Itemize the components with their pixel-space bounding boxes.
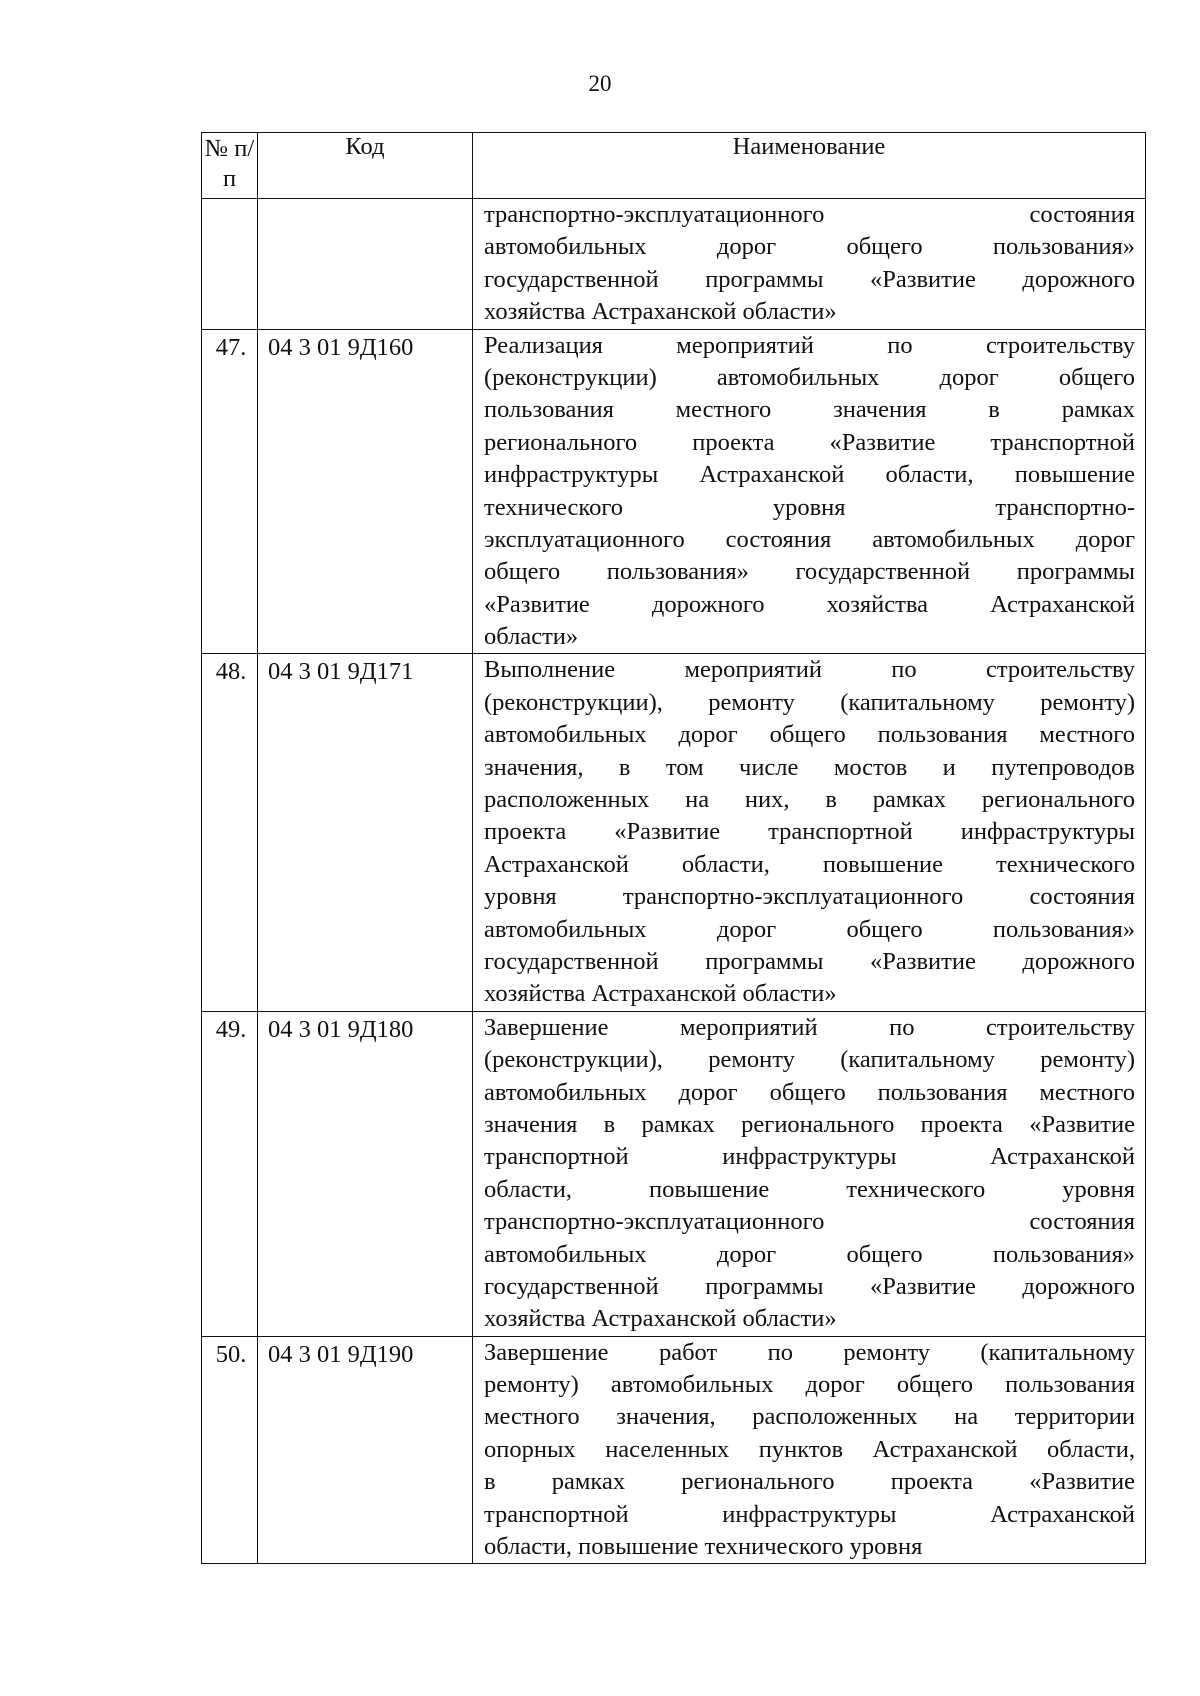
row-name: [473, 199, 1146, 330]
name-line: Астраханской области, повышение технического: [484, 850, 1135, 878]
name-line: хозяйства Астраханской области»: [484, 980, 837, 1008]
row-name: [473, 329, 1146, 654]
name-line: Завершение работ по ремонту (капитальному: [484, 1338, 1135, 1366]
name-line: государственной программы «Развитие дорожного: [484, 947, 1135, 975]
name-line: государственной программы «Развитие дорожного: [484, 265, 1135, 293]
name-line: местного значения, расположенных на территории: [484, 1403, 1135, 1431]
name-line: области, повышение технического уровня: [484, 1533, 923, 1561]
name-line: «Развитие дорожного хозяйства Астраханской: [484, 590, 1135, 618]
name-line: уровня транспортно-эксплуатационного состояния: [484, 883, 1135, 911]
name-line: технического уровня транспортно-: [484, 493, 1135, 521]
name-line: пользования местного значения в рамках: [484, 396, 1135, 424]
page-number: 20: [588, 71, 612, 96]
row-code: [258, 199, 473, 330]
name-line: транспортной инфраструктуры Астраханской: [484, 1143, 1135, 1171]
name-line: эксплуатационного состояния автомобильных дорог: [484, 525, 1135, 553]
name-line: опорных населенных пунктов Астраханской области,: [484, 1435, 1135, 1463]
table-header-row: [202, 133, 1146, 199]
header-num: № п/п: [202, 133, 258, 199]
row-name: [473, 1011, 1146, 1336]
name-line: автомобильных дорог общего пользования местного: [484, 1078, 1135, 1106]
name-line: (реконструкции), ремонту (капитальному ремонту): [484, 688, 1135, 716]
row-number: 50.: [202, 1336, 258, 1564]
name-line: государственной программы «Развитие дорожного: [484, 1272, 1135, 1300]
row-number: 47.: [202, 329, 258, 654]
name-line: в рамках регионального проекта «Развитие: [484, 1468, 1135, 1496]
name-line: (реконструкции) автомобильных дорог общего: [484, 363, 1135, 391]
row-code: 04 3 01 9Д190: [258, 1336, 473, 1564]
name-line: значения в рамках регионального проекта «Развитие: [484, 1110, 1135, 1138]
name-line: хозяйства Астраханской области»: [484, 1305, 837, 1333]
table-row: [202, 654, 1146, 1011]
header-name: Наименование: [473, 133, 1146, 199]
table-row: [202, 1011, 1146, 1336]
header-code: Код: [258, 133, 473, 199]
name-line: хозяйства Астраханской области»: [484, 298, 837, 326]
row-number: 49.: [202, 1011, 258, 1336]
name-line: регионального проекта «Развитие транспортной: [484, 428, 1135, 456]
name-line: транспортно-эксплуатационного состояния: [484, 201, 1135, 228]
row-number: 48.: [202, 654, 258, 1011]
name-line: автомобильных дорог общего пользования местного: [484, 721, 1135, 749]
name-line: значения, в том числе мостов и путепроводов: [484, 753, 1135, 781]
name-line: автомобильных дорог общего пользования»: [484, 1240, 1135, 1268]
name-line: расположенных на них, в рамках регионального: [484, 786, 1135, 814]
name-line: области»: [484, 623, 579, 651]
name-line: проекта «Развитие транспортной инфраструктуры: [484, 818, 1135, 846]
table-row: [202, 1336, 1146, 1564]
name-line: Реализация мероприятий по строительству: [484, 331, 1135, 359]
table-row: [202, 329, 1146, 654]
name-line: транспортно-эксплуатационного состояния: [484, 1208, 1135, 1236]
row-number: [202, 199, 258, 330]
name-line: Завершение мероприятий по строительству: [484, 1013, 1135, 1041]
name-line: транспортной инфраструктуры Астраханской: [484, 1500, 1135, 1528]
name-line: Выполнение мероприятий по строительству: [484, 656, 1135, 684]
name-line: ремонту) автомобильных дорог общего пользования: [484, 1371, 1135, 1399]
row-name: [473, 1336, 1146, 1564]
name-line: инфраструктуры Астраханской области, повышение: [484, 461, 1135, 489]
name-line: общего пользования» государственной программы: [484, 558, 1135, 586]
row-name: [473, 654, 1146, 1011]
table-row: [202, 199, 1146, 330]
row-code: 04 3 01 9Д160: [258, 329, 473, 654]
row-code: 04 3 01 9Д180: [258, 1011, 473, 1336]
name-line: (реконструкции), ремонту (капитальному ремонту): [484, 1046, 1135, 1074]
name-line: автомобильных дорог общего пользования»: [484, 233, 1135, 261]
row-code: 04 3 01 9Д171: [258, 654, 473, 1011]
codes-table: [201, 132, 1146, 1564]
name-line: области, повышение технического уровня: [484, 1175, 1135, 1203]
name-line: автомобильных дорог общего пользования»: [484, 915, 1135, 943]
